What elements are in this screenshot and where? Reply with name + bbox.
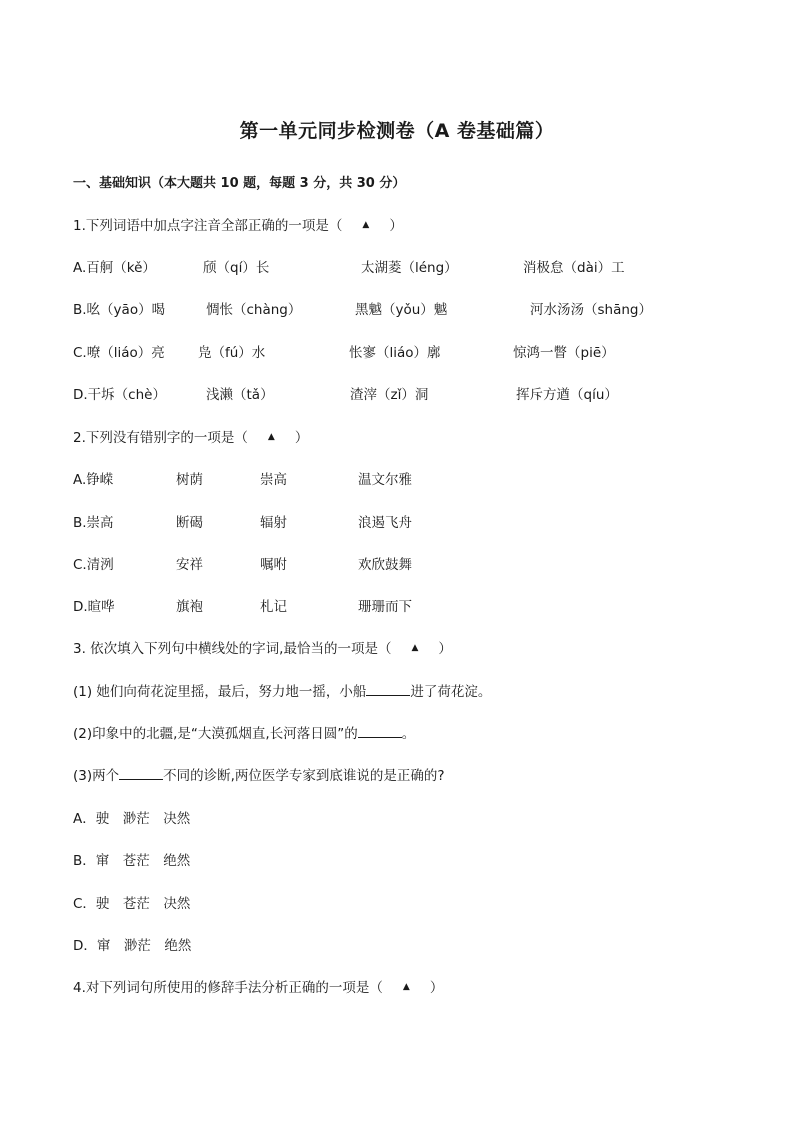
question-3-option-a: A．驶 渺茫 决然	[73, 811, 191, 827]
question-3-option-b: B．窜 苍茫 绝然	[73, 853, 191, 869]
question-2-stem: 2.下列没有错别字的一项是（ ▲ ）	[73, 430, 309, 446]
question-1-option-c: C.嘹（liáo）亮 凫（fú）水 怅寥（liáo）廓 惊鸿一瞥（piē）	[73, 345, 615, 361]
question-3-sentence-2: (2)印象中的北疆,是“大漠孤烟直,长河落日圆”的 。	[73, 726, 416, 742]
answer-marker: ▲	[267, 432, 275, 442]
answer-marker: ▲	[411, 643, 419, 653]
question-3-sentence-1: (1) 她们向荷花淀里摇，最后，努力地一摇，小船 进了荷花淀。	[73, 684, 492, 700]
question-2-option-a: A.铮嵘 树荫 崇高 温文尔雅	[73, 472, 412, 488]
answer-marker: ▲	[362, 220, 370, 230]
question-1-option-a: A.百舸（kě） 颀（qí）长 太湖菱（léng） 消极怠（dài）工	[73, 260, 625, 276]
question-1-option-d: D.干坼（chè） 浅濑（tǎ） 渣滓（zǐ）洞 挥斥方遒（qíu）	[73, 387, 618, 403]
question-1-option-b: B.吆（yāo）喝 惆怅（chàng） 黑魆（yǒu）魆 河水汤汤（shāng）	[73, 302, 652, 318]
question-2-option-c: C.清洌 安祥 嘱咐 欢欣鼓舞	[73, 557, 412, 573]
question-2-option-d: D.暄哗 旗袍 札记 珊珊而下	[73, 599, 412, 615]
fill-blank	[358, 725, 402, 738]
answer-marker: ▲	[402, 982, 410, 992]
question-3-option-c: C．驶 苍茫 决然	[73, 896, 191, 912]
section-heading: 一、基础知识（本大题共 10 题，每题 3 分，共 30 分）	[73, 176, 406, 191]
question-1-stem: 1.下列词语中加点字注音全部正确的一项是（ ▲ ）	[73, 218, 403, 234]
page-title: 第一单元同步检测卷（A 卷基础篇）	[239, 120, 555, 142]
fill-blank	[119, 767, 163, 780]
fill-blank	[366, 683, 410, 696]
question-3-option-d: D．窜 渺茫 绝然	[73, 938, 192, 954]
question-3-stem: 3. 依次填入下列句中横线处的字词,最恰当的一项是（ ▲ ）	[73, 641, 452, 657]
question-2-option-b: B.崇高 断碣 辐射 浪遏飞舟	[73, 515, 412, 531]
question-3-sentence-3: (3)两个 不同的诊断,两位医学专家到底谁说的是正确的?	[73, 768, 445, 784]
question-4-stem: 4.对下列词句所使用的修辞手法分析正确的一项是（ ▲ ）	[73, 980, 444, 996]
